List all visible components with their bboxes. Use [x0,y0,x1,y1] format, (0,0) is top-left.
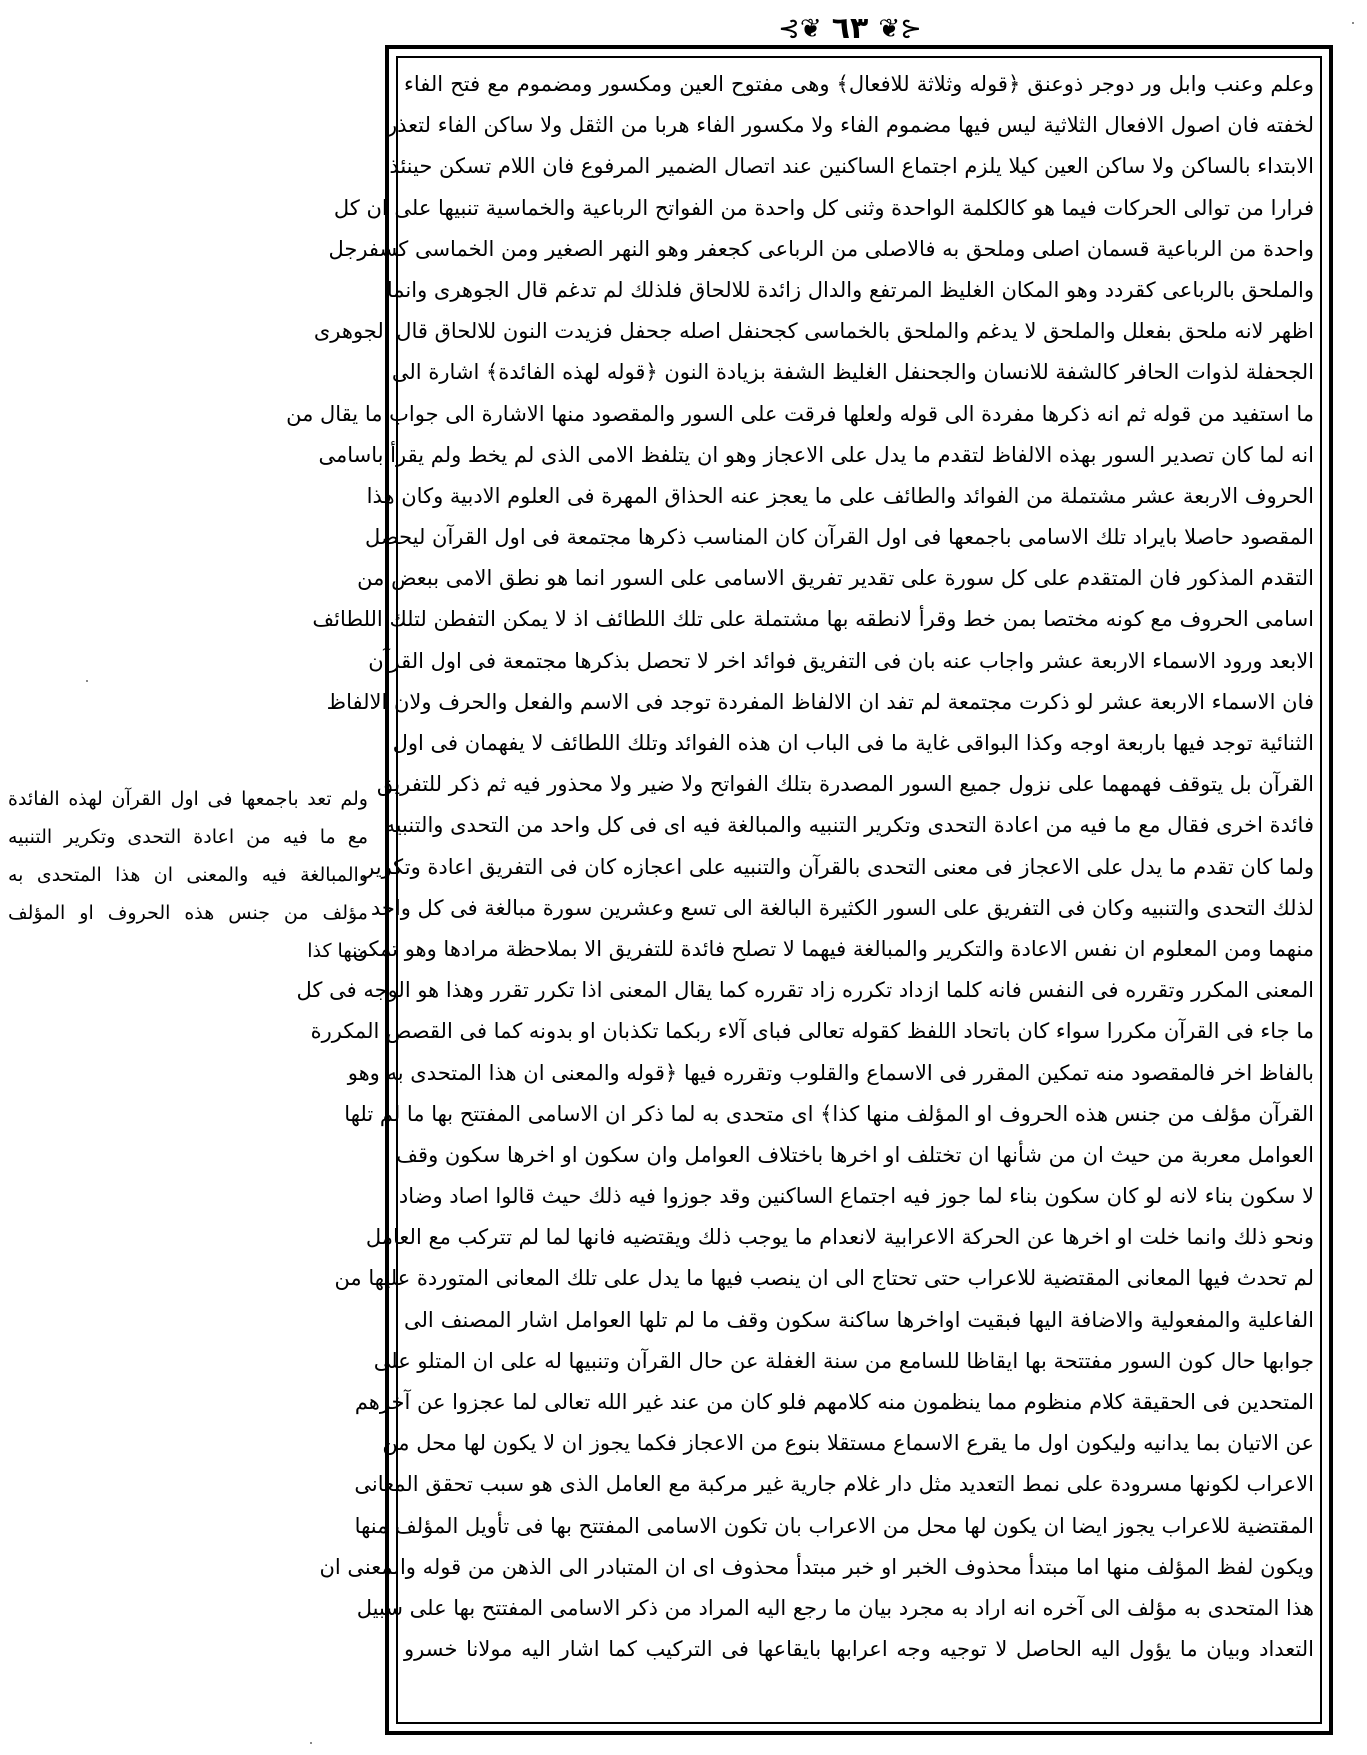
text-line: فائدة اخرى فقال مع ما فيه من اعادة التحدى وتكرير التنبيه والمبالغة فيه اى فى كل واحد من التحدى والتنبيه [384,813,1314,838]
text-line: الحروف الاربعة عشر مشتملة من الفوائد والطائف على ما يعجز عنه الحذاق المهرة فى العلوم الادبية وكان هذا [366,483,1314,508]
margin-note-line: مع ما فيه من اعادة التحدى وتكرير التنبيه [8,826,368,848]
text-line: ما استفيد من قوله ثم انه ذكرها مفردة الى قوله ولعلها فرقت على السور والمقصود منها الاشارة الى جواب ما يقال من [286,401,1314,426]
main-text-body [286,64,1314,1718]
text-line: العوامل معربة من حيث ان من شأنها ان تختلف او اخرها باختلاف العوامل وان سكون او اخرها سكون وقف [396,1142,1314,1167]
text-line: لخفته فان اصول الافعال الثلاثية ليس فيها مضموم الفاء ولا مكسور الفاء هربا من الثقل ولا ساكن الفاء لتعذر [387,113,1314,138]
margin-note-line: ولم تعد باجمعها فى اول القرآن لهذه الفائدة [8,788,368,810]
text-line: هذا المتحدى به مؤلف الى آخره انه اراد به مجرد بيان ما رجع اليه المراد من ذكر الاسامى المفتتح بها على سبيل [356,1595,1314,1620]
text-line: وعلم وعنب وابل ور دوجر ذوعنق ﴿قوله وثلاثة للافعال﴾ وهى مفتوح العين ومكسور ومضموم مع فتح الفاء [404,72,1314,96]
text-line: جوابها حال كون السور مفتتحة بها ايقاظا للسامع من سنة الغفلة عن حال القرآن وتنبيها له على ان المتلو على [373,1348,1314,1373]
text-line: فرارا من توالى الحركات فيما هو كالكلمة الواحدة وثنى كل واحدة من الفواتح الرباعية والخماسية تنبيها على ان كل [333,195,1314,220]
text-line: ونحو ذلك وانما خلت او اخرها عن الحركة الاعرابية لانعدام ما يوجب ذلك ويقتضيه فانها لما لم تتركب مع العامل [365,1225,1314,1250]
text-line: الثنائية توجد فيها باربعة اوجه وكذا البواقى غاية ما فى الباب ان هذه الفوائد وتلك اللطائف لا يفهمان فى اول [392,731,1314,755]
scan-speck [310,1742,312,1744]
ornament-right-icon: ❦⊱ [878,14,922,44]
text-line: الاعراب لكونها مسرودة على نمط التعديد مثل دار غلام جارية غير مركبة مع العامل الذى هو سبب تحقق المعانى [354,1472,1314,1497]
text-line: الابتداء بالساكن ولا ساكن العين كيلا يلزم اجتماع الساكنين عند اتصال الضمير المرفوع فان اللام تسكن حينئذ [389,154,1314,179]
ornament-left-icon: ⊰❦ [778,14,822,44]
text-line: فان الاسماء الاربعة عشر لو ذكرت مجتمعة لم تفد ان الالفاظ المفردة توجد فى الاسم والفعل والحرف ولان الالفاظ [326,689,1314,714]
text-line: القرآن مؤلف من جنس هذه الحروف او المؤلف منها كذا﴾ اى متحدى به لما ذكر ان الاسامى المفتتح بها ما لم تلها [344,1101,1314,1126]
text-line: الفاعلية والمفعولية والاضافة اليها فبقيت اواخرها ساكنة سكون وقف ما لم تلها العوامل اشار المصنف الى [404,1307,1314,1332]
text-line: المقصود حاصلا بايراد تلك الاسامى باجمعها فى اول القرآن كان المناسب ذكرها مجتمعة فى اول القرآن ليحصل [364,525,1314,550]
scan-speck [86,680,88,682]
text-line: الجحفلة لذوات الحافر كالشفة للانسان والجحنفل الغليظ الشفة بزيادة النون ﴿قوله لهذه الفائدة﴾ اشارة الى [391,360,1314,385]
main-text-inner-frame [286,56,1322,1724]
text-line: عن الاتيان بما يدانيه وليكون اول ما يقرع الاسماع مستقلا بنوع من الاعجاز فكما يجوز ان لا يكون لها محل من [382,1431,1314,1456]
text-line: لا سكون بناء لانه لو كان سكون بناء لما جوز فيه اجتماع الساكنين وقد جوزوا فيه ذلك حيث قالوا اصاد وضاد [398,1184,1314,1209]
text-line: بالفاظ اخر فالمقصود منه تمكين المقرر فى الاسماع والقلوب وتقرره فيها ﴿قوله والمعنى ان هذا المتحدى به وهو [347,1060,1314,1085]
scan-speck [1352,22,1354,24]
text-line: المعنى المكرر وتقرره فى النفس فانه كلما ازداد تكرره زاد تقرره كما يقال المعنى اذا تكرر تقرر وهذا هو الوجه فى كل [296,978,1314,1003]
margin-note [8,780,368,970]
text-line: ولما كان تقدم ما يدل على الاعجاز فى معنى التحدى بالقرآن والتنبيه على اعجازه كان فى التفريق اعادة وتكرير [364,854,1314,879]
page-header [740,8,960,50]
text-line: ما جاء فى القرآن مكررا سواء كان باتحاد اللفظ كقوله تعالى فباى آلاء ربكما تكذبان او بدونه كما فى القصص المكررة [310,1019,1314,1044]
text-line: اظهر لانه ملحق بفعلل والملحق لا يدغم والملحق بالخماسى كجحنفل اصله جحفل فزيدت النون للالحاق قال الجوهرى [313,319,1314,344]
text-line: واحدة من الرباعية قسمان اصلى وملحق به فالاصلى من الرباعى كجعفر وهو النهر الصغير ومن الخماسى كسفرجل [328,236,1314,261]
text-line: التقدم المذكور فان المتقدم على كل سورة على تقدير تفريق الاسامى على السور انما هو نطق الامى ببعض من [357,566,1314,591]
text-line: المتحدين فى الحقيقة كلام منظوم مما ينظمون منه كلامهم فلو كان من عند غير الله تعالى لما عجزوا عن آخرهم [354,1390,1314,1414]
text-line: الابعد ورود الاسماء الاربعة عشر واجاب عنه بان فى التفريق فوائد اخر لا تحصل بذكرها مجتمعة فى اول القرآن [368,648,1314,673]
text-line: المقتضية للاعراب يجوز ايضا ان يكون لها محل من الاعراب بان تكون الاسامى المفتتح بها فى تأويل المؤلف منها [354,1513,1314,1538]
text-line: لم تحدث فيها المعانى المقتضية للاعراب حتى تحتاج الى ان ينصب فيها ما يدل على تلك المعانى المتوردة عليها من [334,1266,1314,1291]
text-line: منهما ومن المعلوم ان نفس الاعادة والتكرير والمبالغة فيهما لا تصلح فائدة للتفريق الا بملاحظة مرادها وهو تمكن [352,936,1314,961]
margin-note-line: منها كذا [307,940,368,962]
page-number: ٦٣ [831,11,869,46]
text-line: انه لما كان تصدير السور بهذه الالفاظ لتقدم ما يدل على الاعجاز وهو ان يتلفظ الامى الذى لم يخط ولم يقرأ باسامى [318,442,1314,467]
main-text-frame [286,45,1333,1735]
text-line: التعداد وبيان ما يؤول اليه الحاصل لا توجيه وجه اعرابها بايقاعها فى التركيب كما اشار اليه مولانا خسرو [404,1637,1314,1662]
margin-note-line: مؤلف من جنس هذه الحروف او المؤلف [8,902,368,924]
text-line: ويكون لفظ المؤلف منها اما مبتدأ محذوف الخبر او خبر مبتدأ محذوف اى ان المتبادر الى الذهن من قوله والمعنى ان [319,1554,1314,1579]
text-line: والملحق بالرباعى كقردد وهو المكان الغليظ المرتفع والدال زائدة للالحاق فلذلك لم تدغم قال الجوهرى وانما [386,277,1314,302]
margin-note-line: والمبالغة فيه والمعنى ان هذا المتحدى به [8,864,368,886]
text-line: اسامى الحروف مع كونه مختصا بمن خط وقرأ لانطقه بها مشتملة على تلك اللطائف اذ لا يمكن التفطن لتلك اللطائف [312,607,1314,632]
text-line: القرآن بل يتوقف فهمهما على نزول جميع السور المصدرة بتلك الفواتح ولا ضير ولا محذور فيه ثم ذكر للتفريق [376,772,1314,797]
text-line: لذلك التحدى والتنبيه وكان فى التفريق على السور الكثيرة البالغة الى تسع وعشرين سورة مبالغة فى كل واحد [370,895,1314,920]
